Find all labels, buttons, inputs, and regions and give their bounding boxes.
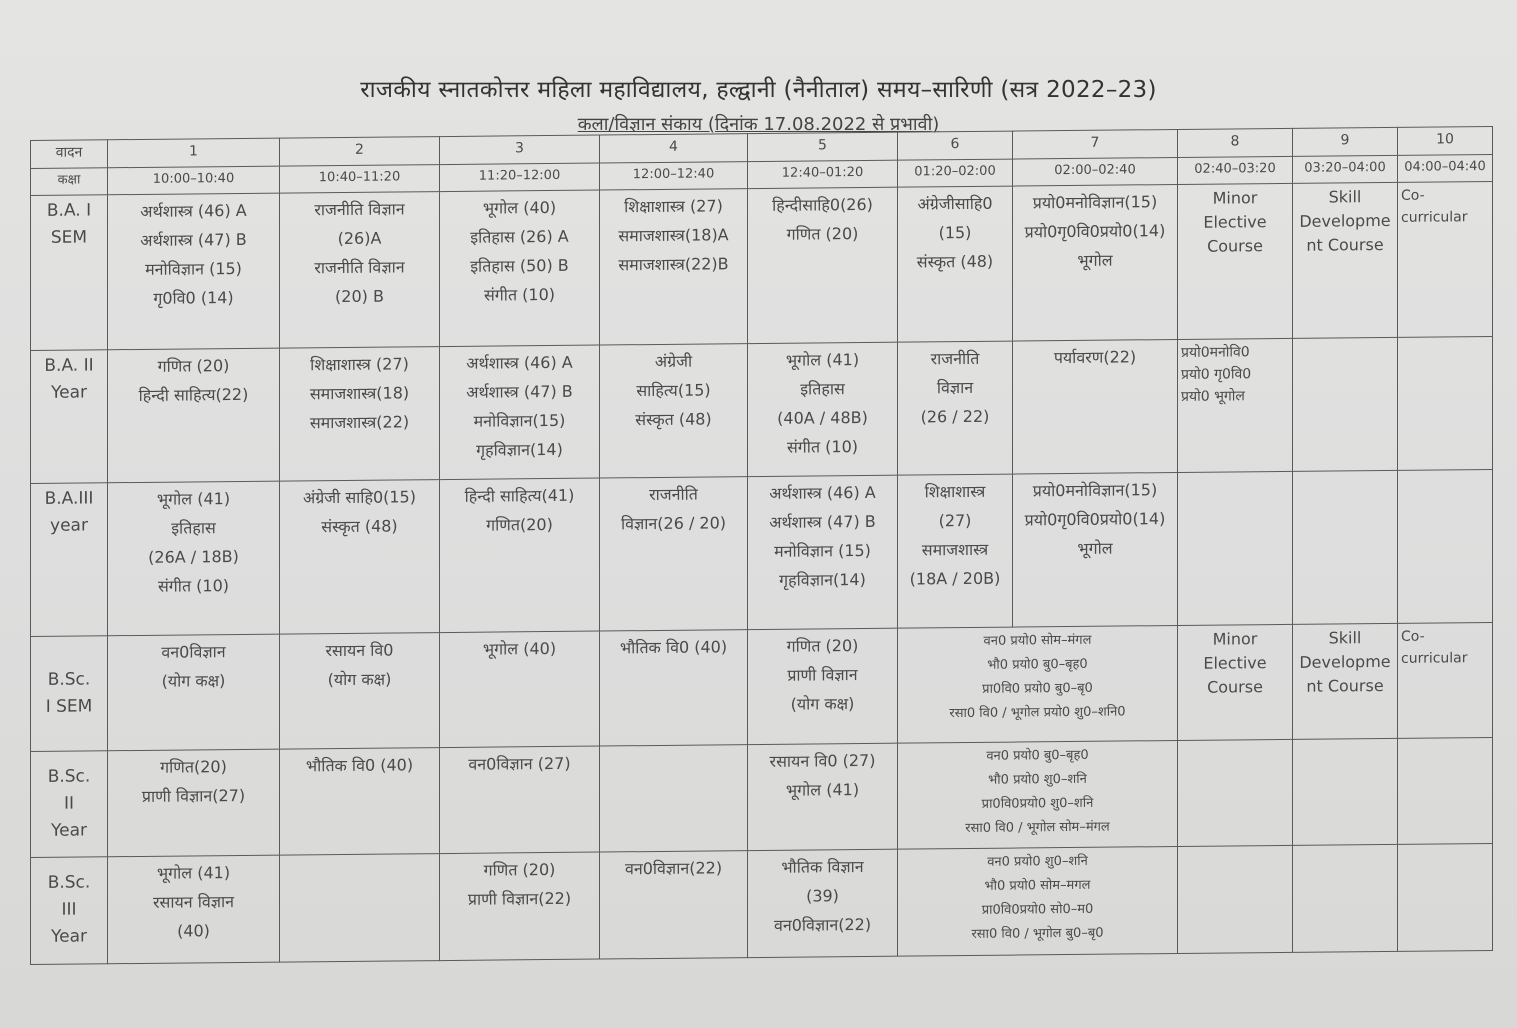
subject-cell: [898, 186, 1013, 342]
empty-cell: [1178, 845, 1293, 953]
cell-line: रसायन विज्ञान: [152, 891, 235, 912]
cell-line: राजनीति विज्ञान: [314, 257, 405, 278]
period-number: 5: [748, 132, 898, 161]
subject-cell: [898, 341, 1013, 475]
empty-cell: [1398, 737, 1493, 844]
co-curricular-cell: [1398, 623, 1493, 738]
cell-line: curricular: [1401, 209, 1468, 226]
cell-line: रसा0 वि0 / भूगोल बु0–बृ0: [971, 925, 1104, 942]
cell-line: (योग कक्ष): [327, 669, 392, 690]
cell-line: Skill: [1328, 187, 1362, 207]
cell-line: शिक्षाशास्त्र: [924, 481, 986, 502]
empty-cell: [1293, 738, 1398, 845]
subject-cell: [600, 189, 748, 346]
cell-line: राजनीति: [930, 349, 980, 369]
cell-line: (26 / 22): [920, 407, 990, 427]
period-number: 6: [898, 131, 1013, 160]
cell-line: अंग्रेजीसाहि0: [917, 193, 993, 214]
cell-line: Elective: [1203, 653, 1267, 673]
cell-line: संस्कृत (48): [321, 516, 398, 537]
skill-development-cell: [1293, 182, 1398, 338]
cell-line: (27): [938, 511, 972, 531]
cell-line: संस्कृत (48): [635, 409, 712, 430]
subject-cell: [1013, 340, 1178, 474]
cell-line: मनोविज्ञान (15): [145, 259, 242, 280]
cell-line: पर्यावरण(22): [1053, 347, 1137, 368]
class-cell: [31, 856, 108, 964]
practical-cell: [898, 740, 1178, 849]
empty-cell: [1293, 470, 1398, 624]
cell-line: भौ0 प्रयो0 शु0–शनि: [988, 771, 1087, 788]
period-number: 4: [600, 134, 748, 163]
cell-line: nt Course: [1306, 676, 1384, 696]
co-curricular-cell: [1398, 182, 1493, 338]
empty-cell: [1178, 471, 1293, 625]
period-number: 2: [280, 137, 440, 166]
subject-cell: [600, 850, 748, 959]
cell-line: रसायन वि0 (27): [769, 750, 876, 771]
cell-line: वन0 प्रयो0 सोम–मंगल: [983, 633, 1092, 650]
subject-cell: [108, 634, 280, 750]
cell-line: III: [61, 899, 77, 921]
subject-cell: [440, 190, 600, 347]
cell-line: भूगोल (40): [482, 639, 557, 659]
cell-line: भूगोल (41): [785, 350, 860, 371]
cell-line: संगीत (10): [786, 437, 859, 458]
cell-line: समाजशास्त्र: [921, 539, 989, 560]
cell-line: गणित (20): [786, 636, 859, 656]
empty-cell: [280, 853, 440, 962]
cell-line: भूगोल (41): [156, 489, 231, 509]
cell-line: year: [50, 515, 88, 536]
cell-line: इतिहास (50) B: [470, 255, 569, 276]
subject-cell: [1178, 339, 1293, 473]
cell-line: (39): [806, 885, 839, 906]
cell-line: प्रयो0गृ0वि0प्रयो0(14): [1024, 221, 1166, 242]
empty-cell: [1178, 739, 1293, 846]
subject-cell: [600, 344, 748, 478]
subject-cell: [108, 348, 280, 482]
subject-cell: [280, 192, 440, 349]
cell-line: विज्ञान(26 / 20): [620, 513, 727, 534]
subject-cell: [600, 477, 748, 632]
time-slot: 01:20–02:00: [898, 159, 1013, 188]
cell-line: रसा0 वि0 / भूगोल सोम–मंगल: [965, 819, 1110, 836]
cell-line: curricular: [1401, 650, 1468, 668]
cell-line: B.Sc.: [47, 766, 91, 787]
cell-line: II: [63, 793, 75, 814]
subject-cell: [440, 345, 600, 479]
cell-line: भौतिक विज्ञान: [781, 856, 864, 877]
cell-line: nt Course: [1306, 235, 1384, 255]
class-label: कक्षा: [31, 167, 108, 195]
cell-line: अर्थशास्त्र (47) B: [769, 511, 876, 532]
cell-line: Year: [51, 382, 87, 404]
cell-line: Co-: [1401, 187, 1425, 204]
cell-line: वन0 प्रयो0 शु0–शनि: [987, 853, 1088, 870]
period-number: 9: [1293, 127, 1398, 156]
subject-cell: [748, 342, 898, 476]
cell-line: रसा0 वि0 / भूगोल प्रयो0 शु0–शनि0: [949, 704, 1126, 722]
time-slot: 10:40–11:20: [280, 164, 440, 193]
cell-line: Minor: [1212, 188, 1258, 208]
subject-cell: [898, 474, 1013, 628]
cell-line: भौतिक वि0 (40): [619, 637, 728, 658]
time-slot: 02:00–02:40: [1013, 157, 1178, 186]
cell-line: संगीत (10): [157, 576, 230, 596]
cell-line: भूगोल (41): [156, 862, 231, 883]
cell-line: समाजशास्त्र(22): [309, 412, 410, 433]
cell-line: अंग्रेजी: [654, 351, 693, 372]
cell-line: राजनीति: [649, 484, 698, 505]
table-row: [31, 182, 1493, 351]
table-row: [31, 470, 1493, 637]
cell-line: इतिहास: [171, 518, 216, 538]
cell-line: वन0विज्ञान (27): [468, 753, 571, 774]
cell-line: (15): [938, 223, 972, 243]
cell-line: Minor: [1212, 629, 1258, 649]
cell-line: (योग कक्ष): [790, 694, 855, 714]
cell-line: समाजशास्त्र(18): [309, 383, 410, 404]
cell-line: Skill: [1328, 628, 1362, 648]
cell-line: प्रयो0मनोवि0: [1181, 344, 1250, 362]
page-subtitle: कला/विज्ञान संकाय (दिनांक 17.08.2022 से प्रभावी): [577, 114, 940, 135]
subject-cell: [440, 478, 600, 633]
cell-line: गणित(20): [160, 756, 227, 777]
practical-cell: [898, 626, 1178, 743]
table-row: [31, 843, 1493, 964]
cell-line: वन0 प्रयो0 बु0–बृह0: [986, 747, 1089, 764]
cell-line: रसायन वि0: [325, 640, 394, 661]
timetable: [30, 126, 1493, 965]
subject-cell: [280, 633, 440, 749]
table-row: [31, 623, 1493, 751]
page-title: राजकीय स्नातकोत्तर महिला महाविद्यालय, हल्द्वानी (नैनीताल) समय–सारिणी (सत्र 2022–23): [360, 77, 1157, 103]
cell-line: मनोविज्ञान (15): [774, 540, 871, 561]
cell-line: प्रयो0मनोविज्ञान(15): [1032, 192, 1158, 213]
cell-line: अर्थशास्त्र (46) A: [769, 482, 876, 503]
class-cell: [31, 750, 108, 857]
cell-line: गणित (20): [483, 859, 556, 880]
subject-cell: [440, 746, 600, 854]
cell-line: प्रयो0 भूगोल: [1181, 388, 1245, 406]
subject-cell: [748, 743, 898, 851]
table-row: [31, 737, 1493, 857]
cell-line: गृहविज्ञान(14): [476, 440, 563, 461]
empty-cell: [1293, 338, 1398, 472]
cell-line: भूगोल (41): [785, 779, 860, 800]
skill-development-cell: [1293, 624, 1398, 739]
subject-cell: [280, 480, 440, 635]
cell-line: अर्थशास्त्र (47) B: [140, 230, 247, 251]
period-number: 8: [1178, 128, 1293, 157]
subject-cell: [280, 747, 440, 855]
empty-cell: [1398, 337, 1493, 471]
cell-line: Developme: [1299, 652, 1391, 673]
period-number: 7: [1013, 129, 1178, 158]
cell-line: साहित्य(15): [636, 380, 711, 401]
time-slot: 12:00–12:40: [600, 161, 748, 190]
cell-line: समाजशास्त्र(18)A: [618, 225, 729, 246]
cell-line: (योग कक्ष): [161, 671, 226, 691]
cell-line: (26A / 18B): [148, 547, 239, 567]
cell-line: (26)A: [337, 228, 382, 249]
cell-line: हिन्दीसाहि0(26): [772, 195, 873, 216]
cell-line: B.A.III: [44, 488, 94, 509]
empty-cell: [1398, 470, 1493, 624]
cell-line: Developme: [1299, 211, 1391, 231]
cell-line: समाजशास्त्र(22)B: [618, 254, 729, 275]
cell-line: (18A / 20B): [909, 568, 1001, 589]
cell-line: प्रयो0गृ0वि0प्रयो0(14): [1024, 509, 1166, 530]
time-slot: 04:00–04:40: [1398, 154, 1493, 182]
empty-cell: [600, 744, 748, 852]
cell-line: प्रा0वि0 प्रयो0 बु0–बृ0: [982, 681, 1093, 698]
cell-line: अर्थशास्त्र (47) B: [466, 382, 573, 403]
cell-line: भौ0 प्रयो0 बु0–बृह0: [987, 657, 1088, 674]
cell-line: B.Sc.: [47, 872, 91, 894]
cell-line: Course: [1207, 236, 1263, 256]
time-slot: 12:40–01:20: [748, 160, 898, 189]
cell-line: B.A. I: [46, 200, 92, 221]
cell-line: शिक्षाशास्त्र (27): [624, 196, 723, 217]
cell-line: भौ0 प्रयो0 सोम–मगल: [984, 877, 1091, 894]
cell-line: प्रयो0 गृ0वि0: [1181, 366, 1252, 384]
subject-cell: [600, 630, 748, 746]
cell-line: I SEM: [45, 696, 93, 717]
cell-line: वन0विज्ञान: [161, 642, 226, 662]
class-cell: [31, 483, 108, 637]
subject-cell: [440, 631, 600, 747]
minor-elective-cell: [1178, 184, 1293, 340]
cell-line: अंग्रेजी साहि0(15): [303, 487, 416, 508]
cell-line: मनोविज्ञान(15): [473, 411, 566, 432]
cell-line: वन0विज्ञान(22): [624, 858, 723, 879]
time-slot: 02:40–03:20: [1178, 156, 1293, 185]
class-cell: [31, 350, 108, 483]
period-number: 1: [108, 138, 280, 167]
cell-line: Year: [51, 820, 87, 841]
cell-line: Year: [51, 926, 87, 948]
cell-line: अर्थशास्त्र (46) A: [466, 353, 573, 374]
cell-line: Elective: [1203, 212, 1267, 232]
subject-cell: [280, 347, 440, 481]
subject-cell: [748, 187, 898, 344]
cell-line: भूगोल: [1077, 250, 1113, 271]
subject-cell: [108, 193, 280, 350]
cell-line: हिन्दी साहित्य(22): [138, 385, 249, 406]
cell-line: गृ0वि0 (14): [153, 288, 234, 308]
time-slot: 10:00–10:40: [108, 166, 280, 195]
cell-line: Co-: [1401, 628, 1425, 646]
cell-line: इतिहास (26) A: [470, 226, 569, 247]
subject-cell: [440, 852, 600, 961]
cell-line: गृहविज्ञान(14): [779, 570, 866, 590]
minor-elective-cell: [1178, 625, 1293, 740]
subject-cell: [108, 481, 280, 636]
period-label: वादन: [31, 140, 108, 168]
cell-line: संगीत (10): [483, 285, 556, 305]
table-row: [31, 337, 1493, 484]
cell-line: गणित(20): [486, 515, 553, 535]
cell-line: वन0विज्ञान(22): [773, 914, 872, 935]
cell-line: भूगोल (40): [482, 198, 557, 218]
cell-line: प्रा0वि0प्रयो0 शु0–शनि: [981, 795, 1094, 812]
cell-line: गणित (20): [157, 356, 230, 377]
cell-line: प्राणी विज्ञान(22): [467, 888, 572, 909]
time-slot: 03:20–04:00: [1293, 155, 1398, 184]
subject-cell: [108, 749, 280, 857]
cell-line: (20) B: [335, 286, 384, 307]
cell-line: संस्कृत (48): [916, 251, 994, 272]
subject-cell: [748, 849, 898, 958]
cell-line: गणित (20): [786, 224, 859, 244]
cell-line: (40): [177, 921, 210, 941]
subject-cell: [1013, 185, 1178, 342]
subject-cell: [748, 628, 898, 744]
cell-line: इतिहास: [800, 379, 845, 399]
class-cell: [31, 195, 108, 351]
cell-line: (40A / 48B): [777, 408, 868, 429]
cell-line: प्रा0वि0प्रयो0 सो0–म0: [981, 901, 1094, 918]
cell-line: अर्थशास्त्र (46) A: [140, 201, 247, 222]
period-number: 3: [440, 135, 600, 164]
cell-line: Course: [1207, 677, 1263, 697]
practical-cell: [898, 846, 1178, 956]
cell-line: हिन्दी साहित्य(41): [464, 485, 575, 506]
cell-line: विज्ञान: [936, 378, 974, 398]
cell-line: SEM: [50, 227, 88, 248]
cell-line: B.A. II: [44, 355, 94, 377]
time-slot: 11:20–12:00: [440, 163, 600, 192]
cell-line: शिक्षाशास्त्र (27): [310, 354, 409, 375]
period-number: 10: [1398, 126, 1493, 154]
cell-line: प्रयो0मनोविज्ञान(15): [1032, 480, 1158, 501]
class-cell: [31, 636, 108, 751]
cell-line: राजनीति विज्ञान: [314, 199, 405, 220]
subject-cell: [748, 475, 898, 630]
cell-line: भौतिक वि0 (40): [305, 754, 414, 775]
cell-line: प्राणी विज्ञान(27): [141, 785, 246, 806]
cell-line: प्राणी विज्ञान: [787, 665, 858, 685]
subject-cell: [1013, 473, 1178, 628]
cell-line: भूगोल: [1077, 538, 1113, 558]
empty-cell: [1398, 843, 1493, 951]
cell-line: B.Sc.: [47, 669, 91, 690]
subject-cell: [108, 855, 280, 964]
empty-cell: [1293, 844, 1398, 952]
